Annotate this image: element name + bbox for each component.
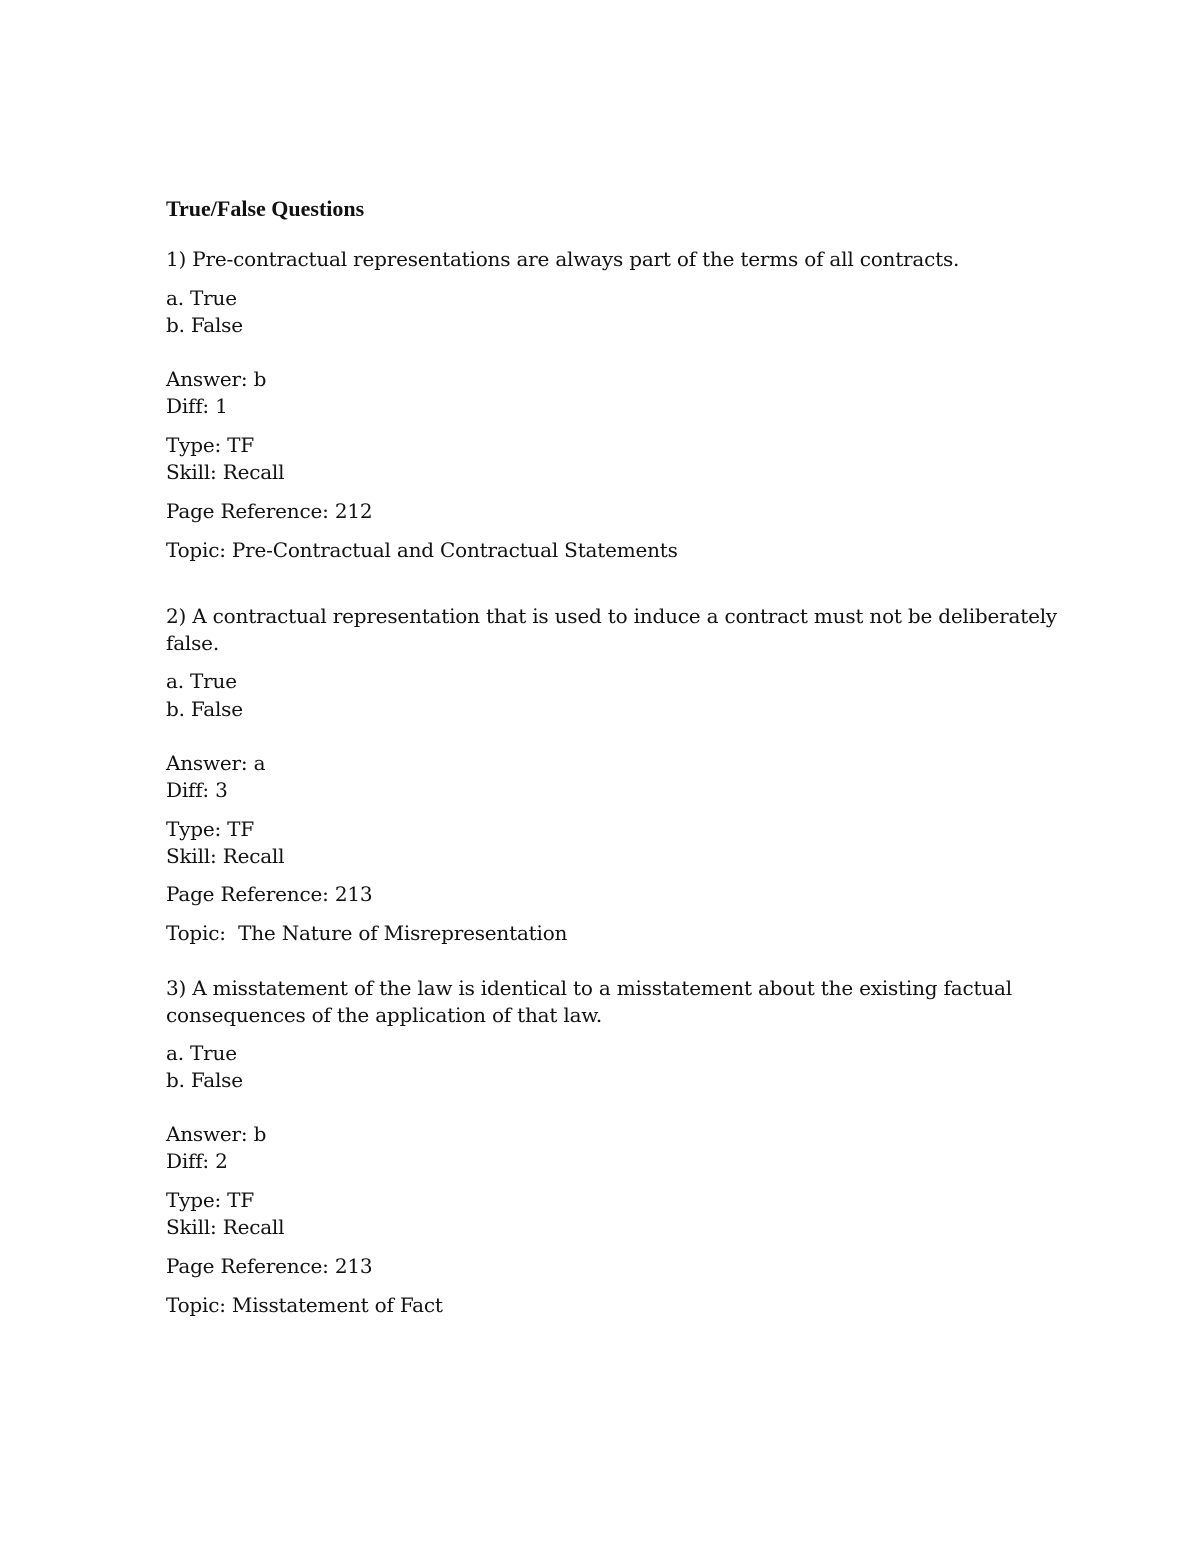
question-1-topic: Topic: Pre-Contractual and Contractual Statements — [166, 538, 678, 562]
question-2-type: Type: TF — [166, 817, 254, 841]
question-3-answer: Answer: b — [166, 1122, 267, 1146]
question-2-skill: Skill: Recall — [166, 844, 285, 868]
question-1-option-a: a. True — [166, 286, 237, 310]
question-3-diff: Diff: 2 — [166, 1149, 228, 1173]
question-1-option-b: b. False — [166, 313, 243, 337]
question-3-page-reference: Page Reference: 213 — [166, 1254, 373, 1278]
page-heading: True/False Questions — [166, 196, 365, 221]
question-3-type: Type: TF — [166, 1188, 254, 1212]
question-2-diff: Diff: 3 — [166, 778, 228, 802]
question-1-skill: Skill: Recall — [166, 460, 285, 484]
question-1-stem: 1) Pre-contractual representations are always part of the terms of all contracts. — [166, 247, 960, 271]
question-2-stem-line-1: 2) A contractual representation that is used to induce a contract must not be deliberately — [166, 604, 1058, 628]
question-3-option-a: a. True — [166, 1041, 237, 1065]
question-3-stem-line-1: 3) A misstatement of the law is identical to a misstatement about the existing factual — [166, 976, 1012, 1000]
question-1-diff: Diff: 1 — [166, 394, 228, 418]
question-2-answer: Answer: a — [166, 751, 266, 775]
question-3-topic: Topic: Misstatement of Fact — [166, 1293, 443, 1317]
question-2-option-a: a. True — [166, 669, 237, 693]
question-1-answer: Answer: b — [166, 367, 267, 391]
question-2-page-reference: Page Reference: 213 — [166, 882, 373, 906]
question-1-page-reference: Page Reference: 212 — [166, 499, 373, 523]
question-3-option-b: b. False — [166, 1068, 243, 1092]
question-3-skill: Skill: Recall — [166, 1215, 285, 1239]
question-3-stem-line-2: consequences of the application of that law. — [166, 1003, 603, 1027]
question-2-topic: Topic: The Nature of Misrepresentation — [166, 921, 568, 945]
question-1-type: Type: TF — [166, 433, 254, 457]
question-2-option-b: b. False — [166, 697, 243, 721]
question-2-stem-line-2: false. — [166, 631, 219, 655]
